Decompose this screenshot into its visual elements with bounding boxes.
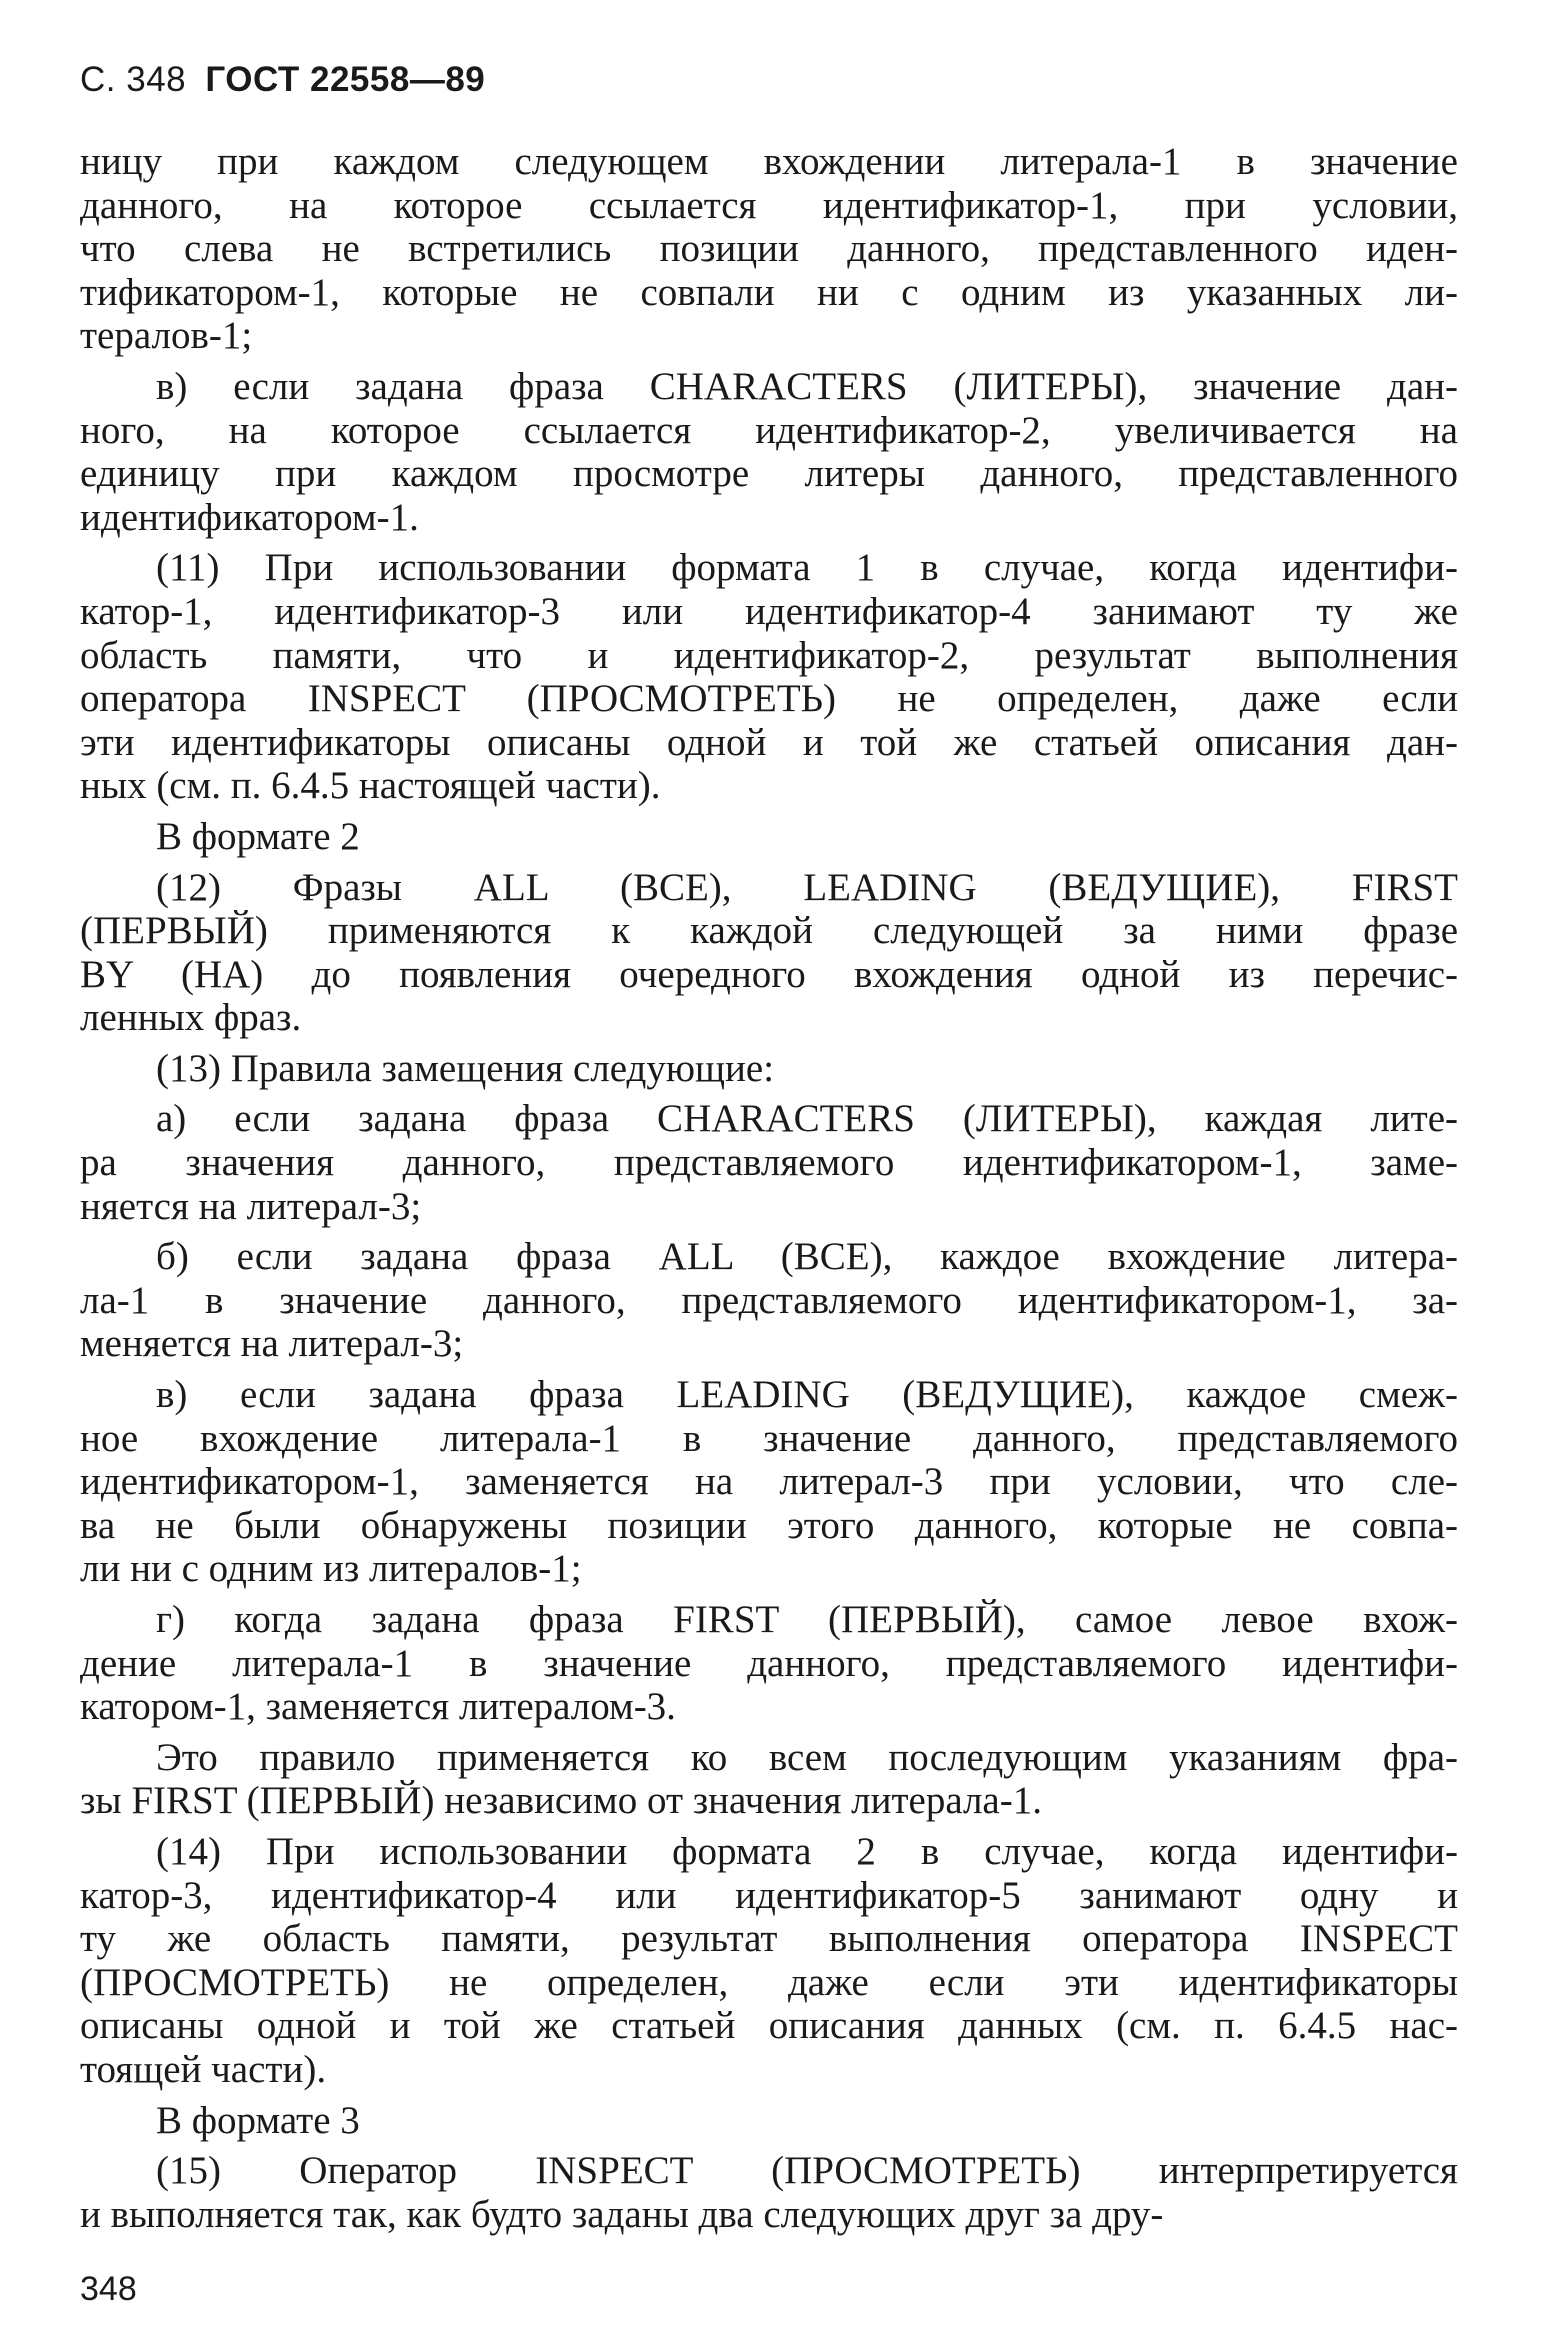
header-standard-number: ГОСТ 22558—89 [205,60,486,99]
paragraph-gap [80,2092,1458,2099]
paragraph [80,1235,1458,1366]
text-line: что слева не встретились позиции данного, представленного иден- [80,227,1458,271]
text-line: ту же область памяти, результат выполнения оператора INSPECT [80,1917,1458,1961]
text-line: В формате 3 [156,2098,360,2142]
paragraph [80,866,1458,1040]
text-line: дение литерала-1 в значение данного, представляемого идентифи- [80,1641,1458,1685]
text-line: (15) Оператор INSPECT (ПРОСМОТРЕТЬ) интерпретируется [156,2149,1458,2193]
text-line: ва не были обнаружены позиции этого данного, которые не совпа- [80,1503,1458,1547]
text-line: (ПРОСМОТРЕТЬ) не определен, даже если эти идентификаторы [80,1960,1458,2004]
text-line: данного, на которое ссылается идентификатор-1, при условии, [80,183,1458,227]
text-line: ных (см. п. 6.4.5 настоящей части). [80,764,661,808]
running-header [80,60,485,100]
paragraph-gap [80,1823,1458,1830]
text-line: катор-1, идентификатор-3 или идентификатор-4 занимают ту же [80,589,1458,633]
paragraph-gap [80,1040,1458,1047]
text-line: эти идентификаторы описаны одной и той же статьей описания дан- [80,720,1458,764]
text-line: (13) Правила замещения следующие: [156,1046,775,1090]
paragraph [80,365,1458,539]
paragraph [80,2149,1458,2236]
text-line: ли ни с одним из литералов-1; [80,1547,582,1591]
text-line: (11) При использовании формата 1 в случае, когда идентифи- [156,546,1458,590]
text-line: идентификатором-1. [80,495,419,539]
paragraph [80,1047,1458,1091]
text-line: г) когда задана фраза FIRST (ПЕРВЫЙ), самое левое вхож- [156,1598,1458,1641]
text-line: ное вхождение литерала-1 в значение данного, представляемого [80,1416,1458,1460]
text-line: б) если задана фраза ALL (ВСЕ), каждое вхождение литера- [156,1235,1458,1279]
paragraph [80,2099,1458,2143]
text-line: катор-3, идентификатор-4 или идентификатор-5 занимают одну и [80,1873,1458,1917]
text-line: единицу при каждом просмотре литеры данного, представленного [80,452,1458,496]
paragraph [80,1830,1458,2092]
paragraph [80,1373,1458,1591]
text-line: в) если задана фраза CHARACTERS (ЛИТЕРЫ), значение дан- [156,364,1458,408]
text-line: тералов-1; [80,314,253,358]
text-line: в) если задана фраза LEADING (ВЕДУЩИЕ), каждое смеж- [156,1373,1458,1417]
text-line: зы FIRST (ПЕРВЫЙ) независимо от значения литерала-1. [80,1779,1042,1823]
paragraph-gap [80,539,1458,546]
text-line: оператора INSPECT (ПРОСМОТРЕТЬ) не определен, даже если [80,677,1458,721]
text-line: В формате 2 [156,814,360,858]
paragraph [80,1736,1458,1823]
text-line: ного, на которое ссылается идентификатор-2, увеличивается на [80,408,1458,452]
text-line: а) если задана фраза CHARACTERS (ЛИТЕРЫ), каждая лите- [156,1097,1458,1141]
text-line: ленных фраз. [80,996,302,1040]
text-line: описаны одной и той же статьей описания данных (см. п. 6.4.5 нас- [80,2004,1458,2048]
text-line: ра значения данного, представляемого идентификатором-1, заме- [80,1141,1458,1185]
text-line: ницу при каждом следующем вхождении литерала-1 в значение [80,140,1458,183]
text-line: и выполняется так, как будто заданы два следующих друг за дру- [80,2192,1164,2236]
text-line: (ПЕРВЫЙ) применяются к каждой следующей за ними фразе [80,909,1458,953]
paragraph-gap [80,859,1458,866]
paragraph-gap [80,1591,1458,1598]
paragraph-gap [80,1228,1458,1235]
text-line: меняется на литерал-3; [80,1322,464,1366]
paragraph [80,1097,1458,1228]
text-line: ла-1 в значение данного, представляемого идентификатором-1, за- [80,1278,1458,1322]
text-line: тоящей части). [80,2047,327,2091]
paragraph-gap [80,1729,1458,1736]
text-line: BY (НА) до появления очередного вхождения одной из перечис- [80,952,1458,996]
text-line: идентификатором-1, заменяется на литерал-3 при условии, что сле- [80,1460,1458,1504]
text-line: тификатором-1, которые не совпали ни с одним из указанных ли- [80,270,1458,314]
header-page-label: С. 348 [80,60,187,99]
paragraph [80,140,1458,358]
text-line: Это правило применяется ко всем последующим указаниям фра- [156,1735,1458,1779]
text-line: (12) Фразы ALL (ВСЕ), LEADING (ВЕДУЩИЕ), FIRST [156,865,1458,909]
paragraph-gap [80,358,1458,365]
text-line: няется на литерал-3; [80,1184,422,1228]
paragraph-gap [80,1366,1458,1373]
paragraph-gap [80,2142,1458,2149]
body-text [80,140,1458,2236]
paragraph [80,815,1458,859]
paragraph [80,1598,1458,1729]
text-line: (14) При использовании формата 2 в случае, когда идентифи- [156,1829,1458,1873]
paragraph-gap [80,1090,1458,1097]
text-line: катором-1, заменяется литералом-3. [80,1685,676,1729]
page-number-footer: 348 [80,2270,137,2308]
paragraph-gap [80,808,1458,815]
text-line: область памяти, что и идентификатор-2, результат выполнения [80,633,1458,677]
paragraph [80,546,1458,808]
